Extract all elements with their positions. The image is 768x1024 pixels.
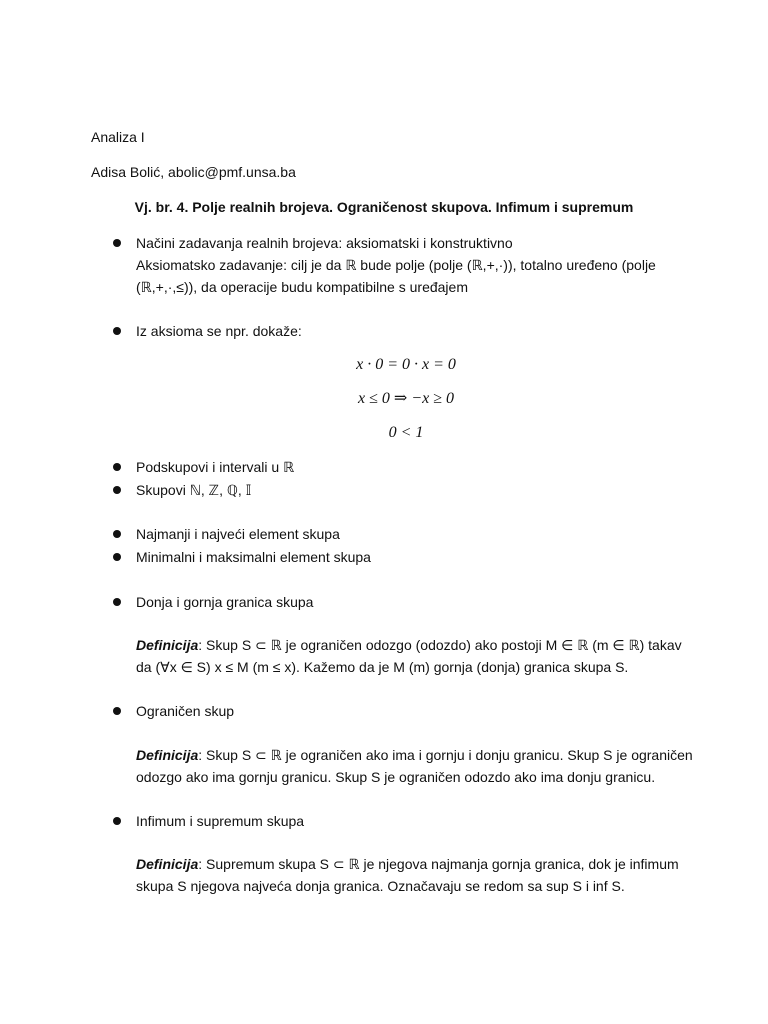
item-text: Načini zadavanja realnih brojeva: aksiomatski i konstruktivno bbox=[136, 235, 513, 251]
definition-text: : Skup S ⊂ ℝ je ograničen ako ima i gornju i donju granicu. Skup S je ograničen bbox=[198, 747, 693, 763]
bullet-icon bbox=[113, 707, 121, 715]
bullet-icon bbox=[113, 598, 121, 606]
bullet-icon bbox=[113, 463, 121, 471]
definition-line bbox=[136, 744, 696, 766]
bullet-icon bbox=[113, 239, 121, 247]
definition-text: : Skup S ⊂ ℝ je ograničen odozgo (odozdo) ako postoji M ∈ ℝ (m ∈ ℝ) takav bbox=[198, 637, 682, 653]
bullet-icon bbox=[113, 327, 121, 335]
definition-label: Definicija bbox=[136, 856, 199, 872]
item-text: Infimum i supremum skupa bbox=[136, 813, 305, 829]
bullet-icon bbox=[113, 817, 121, 825]
definition-label: Definicija bbox=[136, 747, 199, 763]
item-text: Minimalni i maksimalni element skupa bbox=[136, 549, 371, 565]
item-text: (ℝ,+,·,≤)), da operacije budu kompatibilne s uređajem bbox=[136, 279, 468, 295]
item-text: Aksiomatsko zadavanje: cilj je da ℝ bude polje (polje (ℝ,+,·)), totalno uređeno (polje bbox=[136, 257, 656, 273]
equation: x ≤ 0 ⇒ −x ≥ 0 bbox=[358, 390, 454, 407]
equation: 0 < 1 bbox=[388, 424, 424, 441]
item-text: Skupovi ℕ, ℤ, ℚ, 𝕀 bbox=[136, 482, 252, 498]
definition-line bbox=[136, 853, 696, 875]
definition-line: da (∀x ∈ S) x ≤ M (m ≤ x). Kažemo da je M (m) gornja (donja) granica skupa S. bbox=[136, 659, 629, 675]
definition-line: skupa S njegova najveća donja granica. Označavaju se redom sa sup S i inf S. bbox=[136, 878, 625, 894]
document-title: Vj. br. 4. Polje realnih brojeva. Ograničenost skupova. Infimum i supremum bbox=[134, 199, 634, 215]
item-text: Podskupovi i intervali u ℝ bbox=[136, 459, 295, 475]
item-text: Donja i gornja granica skupa bbox=[136, 594, 314, 610]
bullet-icon bbox=[113, 530, 121, 538]
equation: x · 0 = 0 · x = 0 bbox=[356, 356, 456, 373]
bullet-icon bbox=[113, 486, 121, 494]
definition-line: odozgo ako ima gornju granicu. Skup S je ograničen odozdo ako ima donju granicu. bbox=[136, 769, 656, 785]
definition-line bbox=[136, 634, 696, 656]
author-line: Adisa Bolić, abolic@pmf.unsa.ba bbox=[91, 164, 296, 180]
course-name: Analiza I bbox=[91, 129, 145, 145]
item-text: Najmanji i najveći element skupa bbox=[136, 526, 340, 542]
definition-label: Definicija bbox=[136, 637, 199, 653]
definition-text: : Supremum skupa S ⊂ ℝ je njegova najmanja gornja granica, dok je infimum bbox=[198, 856, 679, 872]
item-text: Iz aksioma se npr. dokaže: bbox=[136, 323, 302, 339]
bullet-icon bbox=[113, 553, 121, 561]
item-text: Ograničen skup bbox=[136, 703, 235, 719]
